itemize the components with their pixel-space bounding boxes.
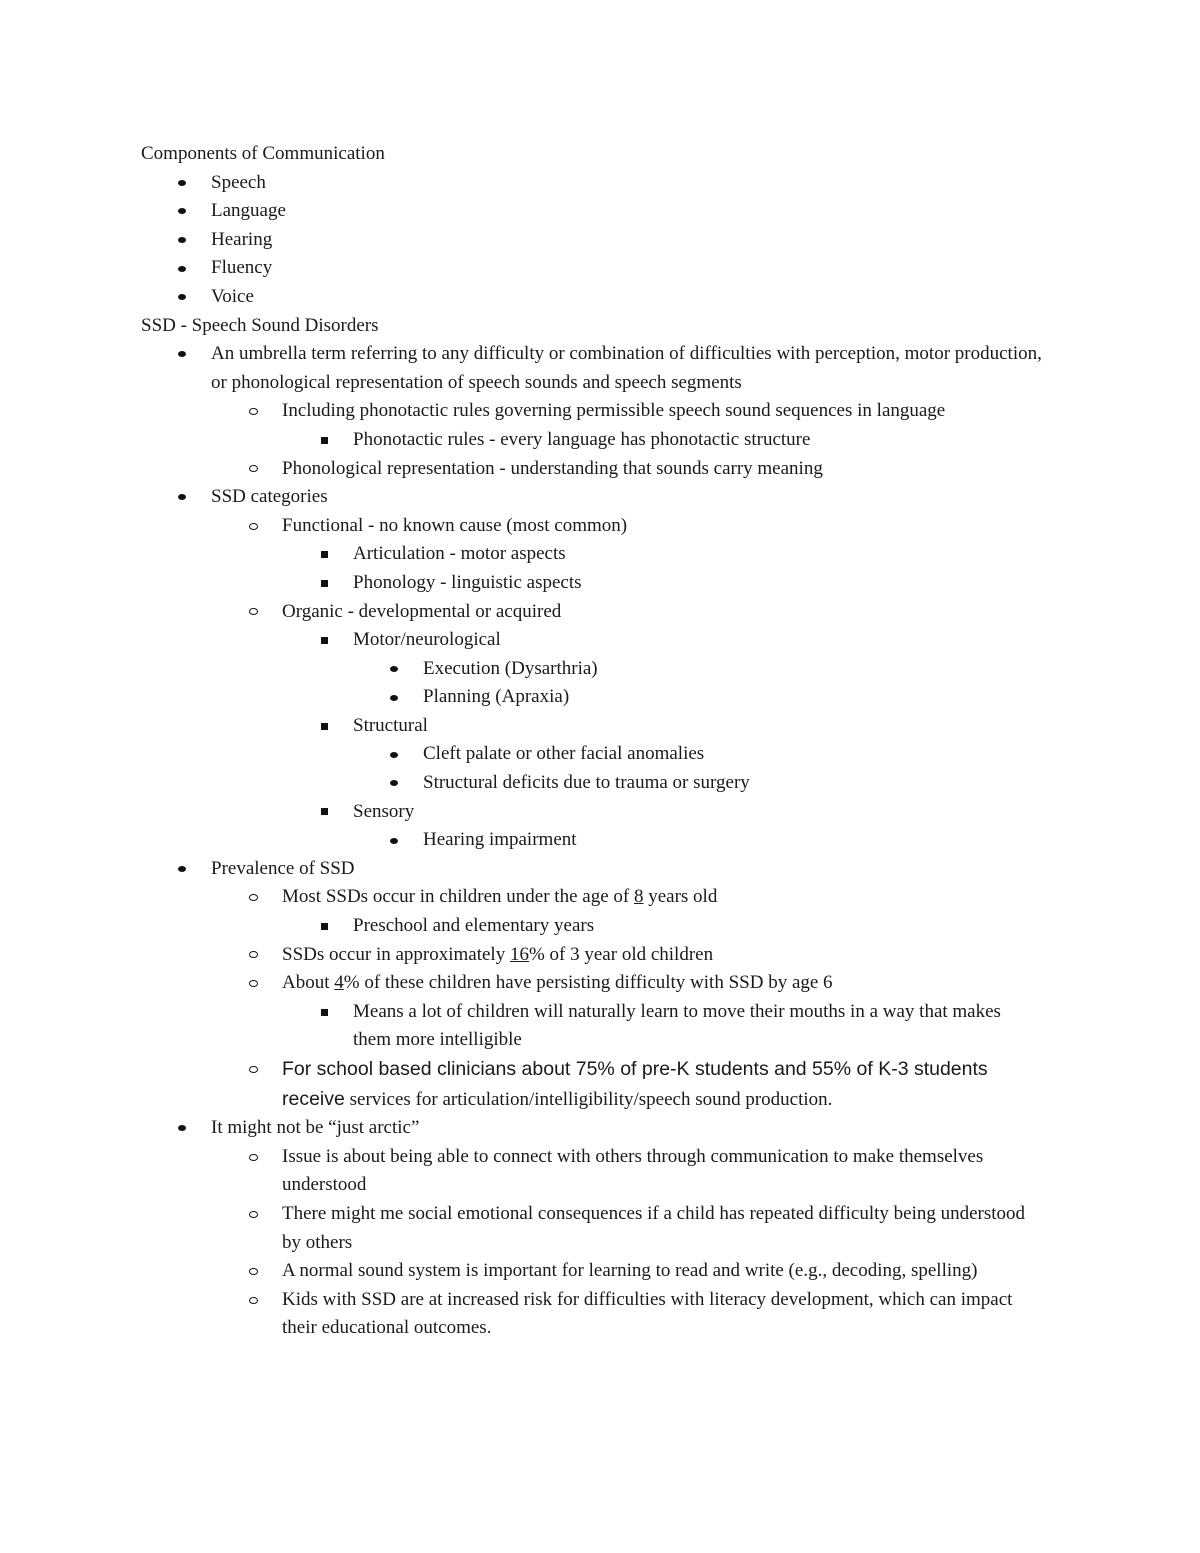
list-item: Planning (Apraxia) — [0, 683, 1200, 712]
bullet-dot-icon — [387, 683, 401, 712]
bullet-circle-icon — [246, 883, 260, 912]
list-item: There might me social emotional consequences if a child has repeated difficulty being understood by others — [0, 1200, 1042, 1257]
list-item: Phonotactic rules - every language has phonotactic structure — [0, 426, 1200, 455]
list-item: Including phonotactic rules governing permissible speech sound sequences in language — [0, 397, 1200, 426]
bullet-square-icon — [317, 540, 331, 569]
list-item: Structural — [0, 712, 1200, 741]
list-item: Cleft palate or other facial anomalies — [0, 740, 1200, 769]
bullet-dot-icon — [175, 169, 189, 198]
bullet-circle-icon — [246, 1257, 260, 1286]
bullet-square-icon — [317, 998, 331, 1027]
list-item: Motor/neurological — [0, 626, 1200, 655]
list-item: Fluency — [0, 254, 1200, 283]
page-title: Components of Communication — [141, 143, 385, 164]
list-item: Sensory — [0, 798, 1200, 827]
bullet-dot-icon — [387, 826, 401, 855]
list-item: Language — [0, 197, 1200, 226]
list-item: About 4% of these children have persisting difficulty with SSD by age 6 — [0, 969, 1200, 998]
bullet-square-icon — [317, 426, 331, 455]
list-item: SSDs occur in approximately 16% of 3 year old children — [0, 941, 1200, 970]
bullet-dot-icon — [387, 740, 401, 769]
bullet-square-icon — [317, 912, 331, 941]
bullet-dot-icon — [175, 197, 189, 226]
list-item: Most SSDs occur in children under the age of 8 years old — [0, 883, 1200, 912]
bullet-square-icon — [317, 712, 331, 741]
list-item: Prevalence of SSD — [0, 855, 1200, 884]
underlined-value: 16 — [509, 943, 529, 965]
list-item: Issue is about being able to connect with others through communication to make themselves understood — [0, 1143, 1042, 1200]
bullet-dot-icon — [175, 855, 189, 884]
bullet-dot-icon — [387, 655, 401, 684]
list-item: SSD categories — [0, 483, 1200, 512]
bullet-square-icon — [317, 798, 331, 827]
bullet-dot-icon — [175, 1114, 189, 1143]
bullet-circle-icon — [246, 1055, 260, 1084]
bullet-circle-icon — [246, 455, 260, 484]
list-item: It might not be “just arctic” — [0, 1114, 1200, 1143]
bullet-dot-icon — [387, 769, 401, 798]
list-item: An umbrella term referring to any difficulty or combination of difficulties with perception, motor production, or phonological representation of speech sounds and speech segments — [0, 340, 1061, 397]
bullet-circle-icon — [246, 397, 260, 426]
list-item: Phonology - linguistic aspects — [0, 569, 1200, 598]
bullet-circle-icon — [246, 1143, 260, 1172]
list-item: Speech — [0, 169, 1200, 198]
bullet-square-icon — [317, 626, 331, 655]
underlined-value: 4 — [334, 972, 344, 994]
list-item: Phonological representation - understanding that sounds carry meaning — [0, 455, 1200, 484]
bullet-circle-icon — [246, 1200, 260, 1229]
bullet-circle-icon — [246, 969, 260, 998]
list-item: Preschool and elementary years — [0, 912, 1200, 941]
list-item: Functional - no known cause (most common) — [0, 512, 1200, 541]
notes-body — [0, 140, 1200, 1343]
list-item: Hearing impairment — [0, 826, 1200, 855]
list-item: Structural deficits due to trauma or surgery — [0, 769, 1200, 798]
list-item: Articulation - motor aspects — [0, 540, 1200, 569]
list-item: Hearing — [0, 226, 1200, 255]
bullet-dot-icon — [175, 254, 189, 283]
list-item: A normal sound system is important for learning to read and write (e.g., decoding, spelling) — [0, 1257, 1042, 1286]
underlined-value: 8 — [633, 886, 644, 908]
bullet-circle-icon — [246, 512, 260, 541]
school-based-text: For school based clinicians about 75% of pre-K students and 55% of K-3 students receive — [282, 1058, 988, 1110]
section-heading: SSD - Speech Sound Disorders — [141, 314, 379, 336]
bullet-circle-icon — [246, 941, 260, 970]
bullet-circle-icon — [246, 1286, 260, 1315]
list-item: Means a lot of children will naturally learn to move their mouths in a way that makes them more intelligible — [0, 998, 1043, 1055]
list-item: Execution (Dysarthria) — [0, 655, 1200, 684]
list-item: Kids with SSD are at increased risk for difficulties with literacy development, which can impact their educational outcomes. — [0, 1286, 1042, 1343]
bullet-dot-icon — [175, 483, 189, 512]
bullet-dot-icon — [175, 283, 189, 312]
bullet-square-icon — [317, 569, 331, 598]
bullet-dot-icon — [175, 340, 189, 369]
bullet-dot-icon — [175, 226, 189, 255]
list-item: Voice — [0, 283, 1200, 312]
list-item: Organic - developmental or acquired — [0, 598, 1200, 627]
list-item: For school based clinicians about 75% of pre-K students and 55% of K-3 students receive services for articulation/intelligibility/speech sound production. — [0, 1055, 1042, 1114]
bullet-circle-icon — [246, 598, 260, 627]
